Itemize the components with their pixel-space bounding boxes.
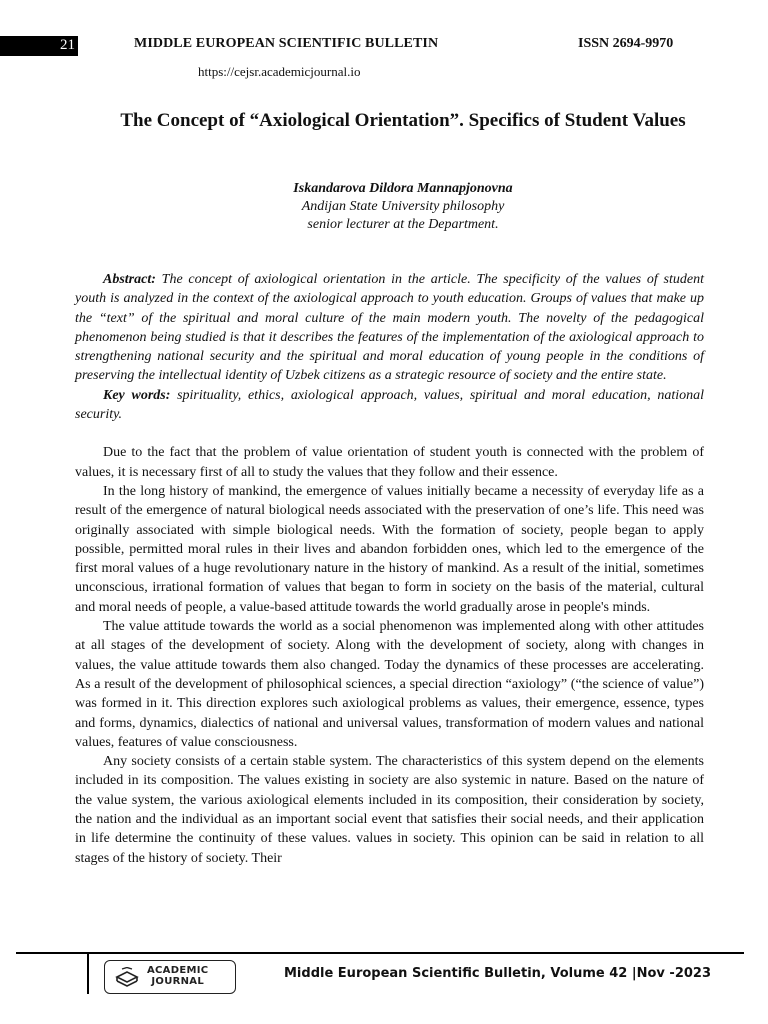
paragraph: Any society consists of a certain stable system. The characteristics of this system depend on the elements included in its composition. The values existing in society are also systemic in nature. Based on the nature of the value system, the various axiological elements included in its composition, their consideration by society, the nation and the individual as an important social event that satisfies their social needs, and their application in life determine the continuity of these values. values in society. This opinion can be said in relation to all stages of the history of society. Their — [75, 754, 704, 866]
paragraph: In the long history of mankind, the emergence of values initially became a necessity of everyday life as a result of the emergence of natural biological needs associated with the preservation of one’s life. This need was originally associated with simple biological needs. With the formation of society, people began to apply possible, permitted moral rules in their lives and abandon forbidden ones, which led to the emergence of the first moral values of a huge revolutionary nature in the history of mankind. As a result of the initial, sometimes unconscious, irrational formation of values that began to form in society on the basis of the material, cultural and moral needs of people, a value-based attitude towards the world gradually arose in people's minds. — [75, 483, 704, 615]
journal-url[interactable]: https://cejsr.academicjournal.io — [198, 64, 361, 79]
keywords — [75, 386, 704, 425]
abstract — [75, 270, 704, 386]
keywords-label: Key words: — [103, 387, 171, 403]
book-stack-icon — [115, 967, 139, 989]
paragraph: The value attitude towards the world as a social phenomenon was implemented along with other attitudes at all stages of the development of society. Along with the development of society, along with changes in values, the value attitude towards them also changed. Today the dynamics of these processes are accelerating. As a result of the development of philosophical sciences, a special direction “axiology” (“the science of value”) was formed in it. This direction explores such axiological problems as values, their emergence, essence, types and forms, dynamics, dialectics of national and universal values, transformation of modern values and national values, features of value consciousness. — [75, 619, 704, 750]
author-name: Iskandarova Dildora Mannapjonovna — [293, 181, 513, 196]
logo-line-1: ACADEMIC — [147, 965, 209, 976]
affiliation-line-1: Andijan State University philosophy — [301, 199, 505, 214]
section-gap — [75, 424, 704, 443]
academic-journal-logo — [104, 960, 236, 994]
article-title: The Concept of “Axiological Orientation”. Specifics of Student Values — [120, 110, 686, 131]
page-number: 21 — [60, 37, 75, 53]
paragraph: Due to the fact that the problem of value orientation of student youth is connected with the problem of values, it is necessary first of all to study the values that they follow and their essence. — [75, 445, 704, 480]
logo-line-2: JOURNAL — [151, 976, 204, 987]
page-number-bar — [0, 36, 78, 56]
footer-citation: Middle European Scientific Bulletin, Volume 42 |Nov -2023 — [284, 966, 712, 981]
journal-title: MIDDLE EUROPEAN SCIENTIFIC BULLETIN — [134, 36, 439, 51]
keywords-text: spirituality, ethics, axiological approach, values, spiritual and moral education, national security. — [75, 387, 704, 423]
logo-text — [147, 965, 208, 987]
affiliation-line-2: senior lecturer at the Department. — [307, 217, 499, 232]
footer-vertical-divider — [87, 954, 89, 994]
footer-divider — [16, 952, 744, 954]
article-body — [75, 270, 704, 868]
issn: ISSN 2694-9970 — [578, 36, 674, 51]
abstract-label: Abstract: — [103, 272, 156, 287]
abstract-text: The concept of axiological orientation in the article. The specificity of the values of student youth is analyzed in the context of the axiological approach to youth education. Groups of values that make up the “text” of the spiritual and moral culture of the main modern youth. The novelty of the pedagogical phenomenon being studied is that it describes the features of the implementation of the axiological approach to strengthening national security and the spiritual and moral education of young people in the conditions of preserving the intellectual identity of Uzbek citizens as a strategic resource of society and the entire state. — [75, 272, 704, 384]
author-block — [200, 180, 606, 234]
